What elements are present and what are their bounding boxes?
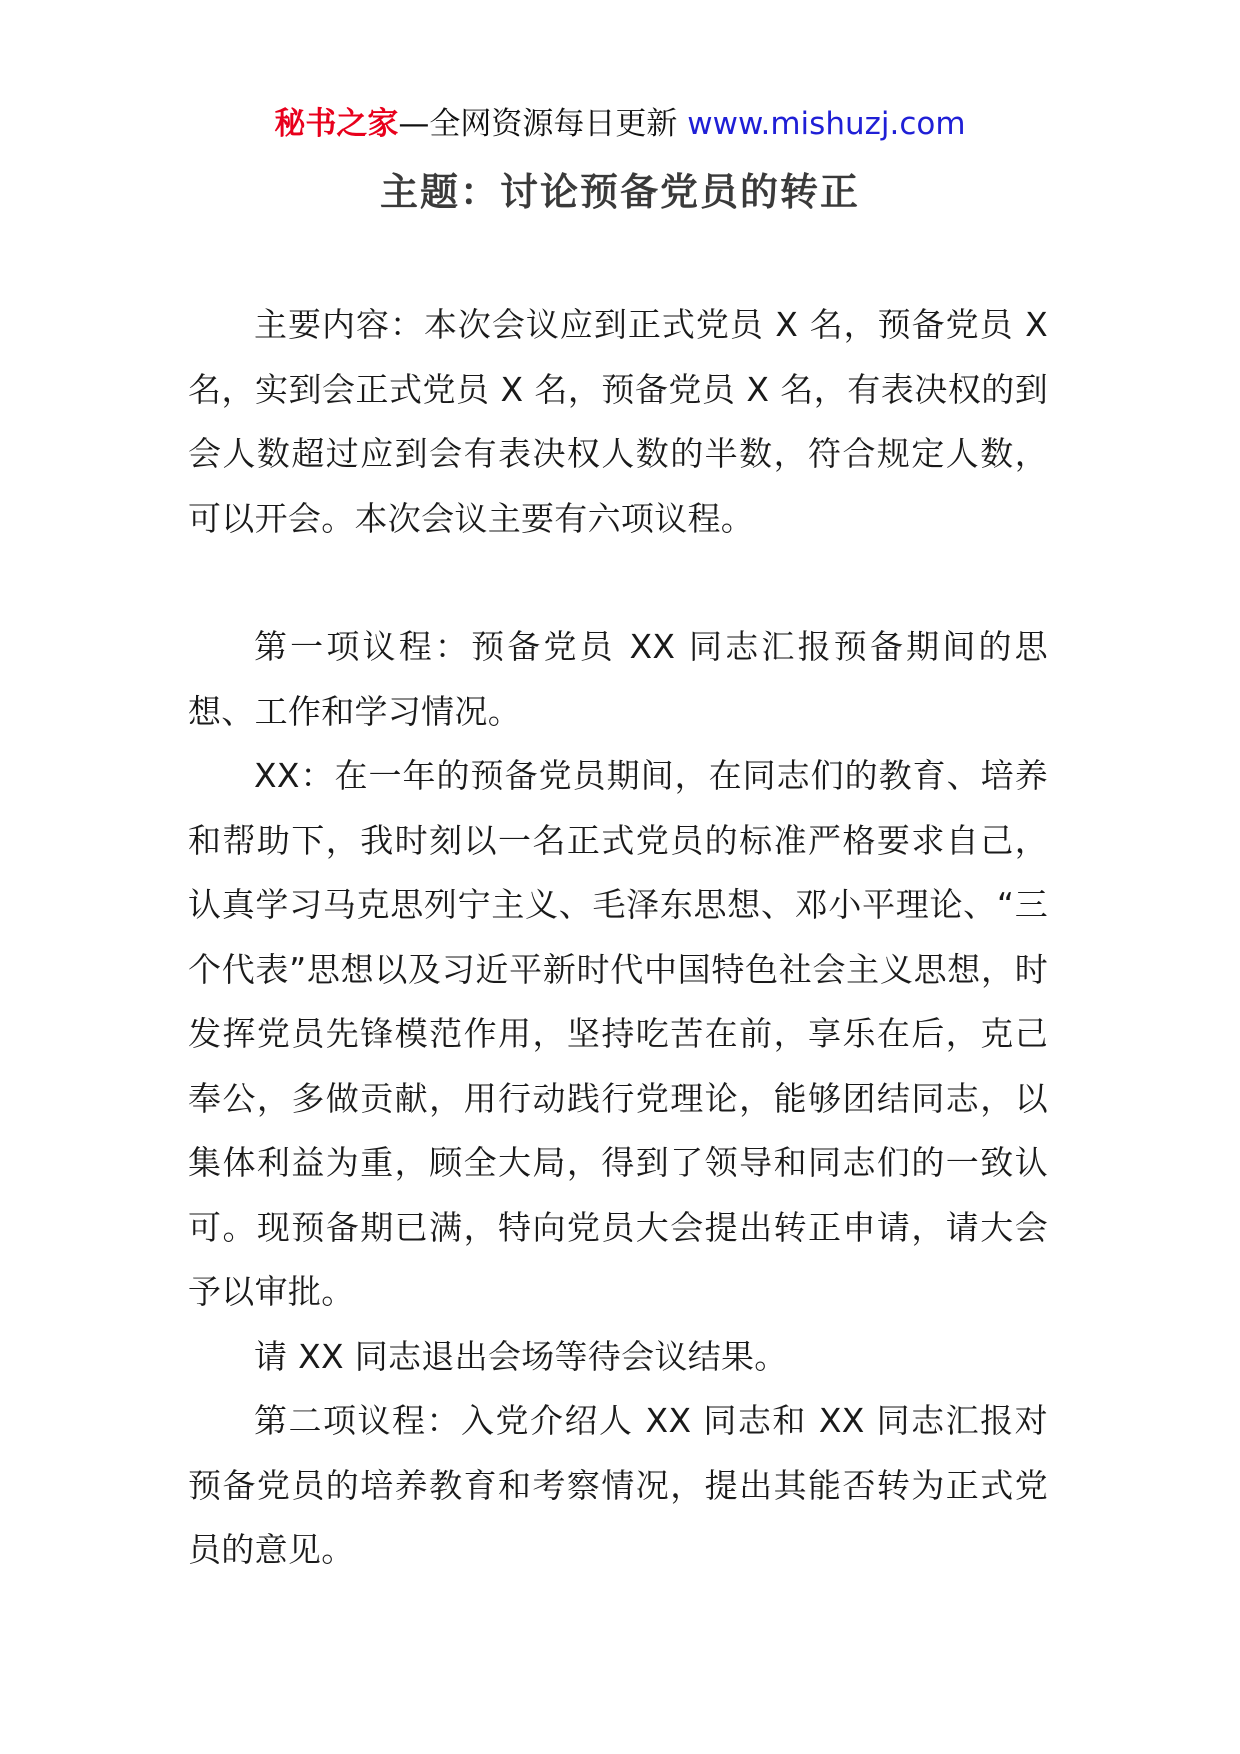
paragraph-agenda-item-2: 第二项议程：入党介绍人 XX 同志和 XX 同志汇报对预备党员的培养教育和考察情况，提出其能否转为正式党员的意见。 — [188, 1401, 1048, 1569]
paragraph-meeting-overview: 主要内容：本次会议应到正式党员 X 名，预备党员 X 名，实到会正式党员 X 名，预备党员 X 名，有表决权的到会人数超过应到会有表决权人数的半数，符合规定人数，可以开会。本次会议主要有六项议程。 — [188, 305, 1048, 538]
document-title: 主题：讨论预备党员的转正 — [379, 170, 860, 214]
brand-name: 秘书之家 — [274, 106, 399, 142]
site-url-link[interactable]: www.mishuzj.com — [687, 106, 966, 142]
header-tagline: —全网资源每日更新 — [398, 106, 688, 142]
paragraph-agenda-item-1: 第一项议程：预备党员 XX 同志汇报预备期间的思想、工作和学习情况。 — [188, 627, 1048, 731]
paragraph-member-report: XX：在一年的预备党员期间，在同志们的教育、培养和帮助下，我时刻以一名正式党员的标准严格要求自己，认真学习马克思列宁主义、毛泽东思想、邓小平理论、“三个代表”思想以及习近平新时代中国特色社会主义思想，时发挥党员先锋模范作用，坚持吃苦在前，享乐在后，克己奉公，多做贡献，用行动践行党理论，能够团结同志，以集体利益为重，顾全大局，得到了领导和同志们的一致认可。现预备期已满，特向党员大会提出转正申请，请大会予以审批。 — [188, 756, 1048, 1311]
paragraph-leave-meeting: 请 XX 同志退出会场等待会议结果。 — [254, 1336, 788, 1376]
document-body — [188, 293, 1048, 1583]
page-header — [0, 100, 1240, 148]
